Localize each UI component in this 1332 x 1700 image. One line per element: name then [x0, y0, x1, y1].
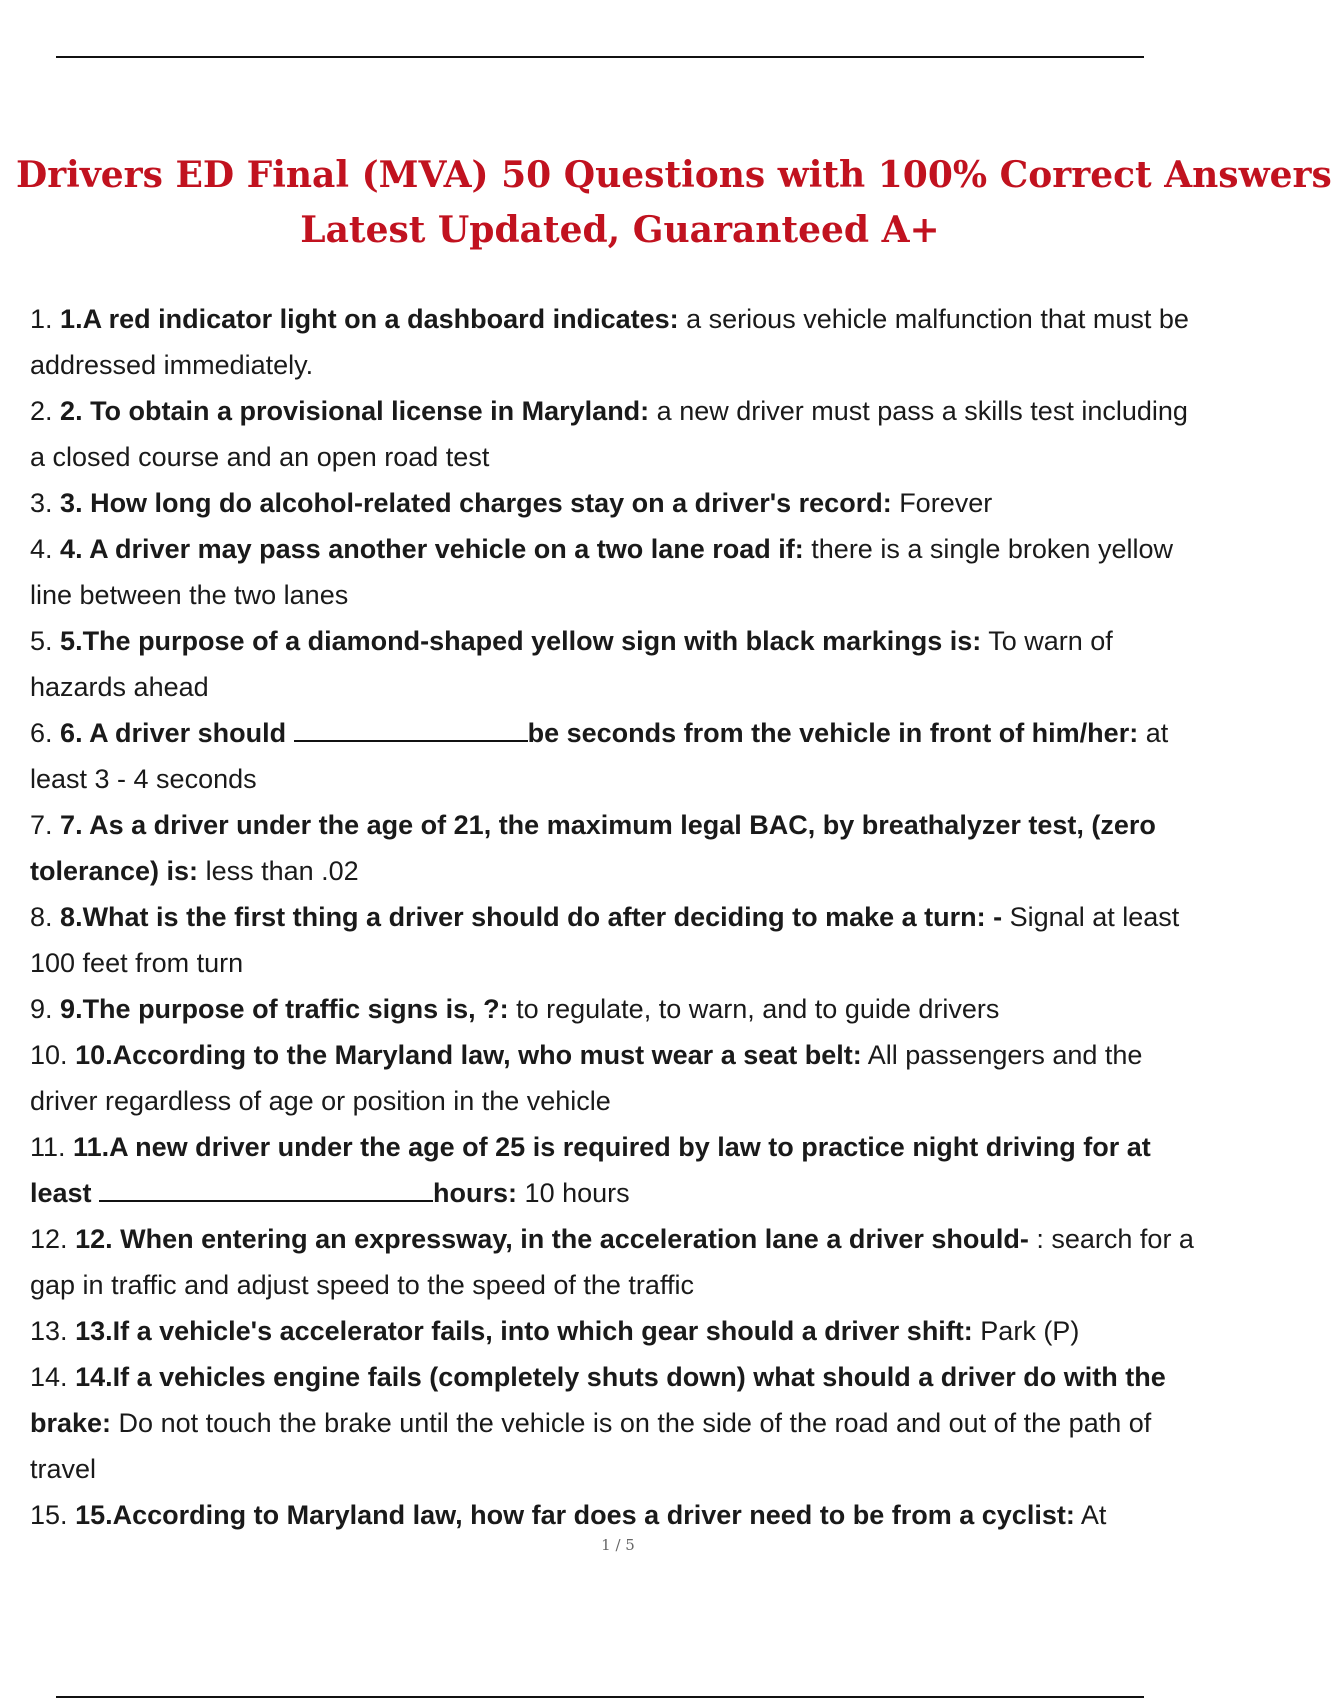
question-text: 9.The purpose of traffic signs is, ?: — [60, 994, 509, 1024]
question-text: 10.According to the Maryland law, who must wear a seat belt: — [75, 1040, 862, 1070]
item-number: 14. — [30, 1362, 68, 1392]
list-item — [30, 480, 1210, 526]
answer-text: : search for a gap in traffic and adjust speed to the speed of the traffic — [30, 1224, 1194, 1300]
item-number: 4. — [30, 534, 53, 564]
answer-text: Do not touch the brake until the vehicle is on the side of the road and out of the path of travel — [30, 1408, 1152, 1484]
item-number: 8. — [30, 902, 53, 932]
question-text-start: 11.A new driver under the age of 25 is required by law to practice night driving for at least — [30, 1132, 1151, 1208]
list-item — [30, 618, 1210, 710]
item-number: 11. — [30, 1132, 66, 1162]
answer-text: At — [1074, 1500, 1107, 1530]
list-item — [30, 1492, 1210, 1538]
list-item — [30, 802, 1210, 894]
answer-text: Signal at least 100 feet from turn — [30, 902, 1180, 978]
question-text-end: be seconds from the vehicle in front of him/her: — [527, 718, 1139, 748]
list-item — [30, 1216, 1210, 1308]
answer-text: 10 hours — [517, 1178, 630, 1208]
item-number: 10. — [30, 1040, 68, 1070]
question-text: 12. When entering an expressway, in the acceleration lane a driver should- — [75, 1224, 1029, 1254]
answer-text: there is a single broken yellow line between the two lanes — [30, 534, 1173, 610]
question-text: 5.The purpose of a diamond-shaped yellow sign with black markings is: — [60, 626, 982, 656]
question-text: 1.A red indicator light on a dashboard indicates: — [60, 304, 679, 334]
item-number: 7. — [30, 810, 53, 840]
answer-text: to regulate, to warn, and to guide drivers — [508, 994, 1000, 1024]
answer-text: All passengers and the driver regardless of age or position in the vehicle — [30, 1040, 1143, 1116]
list-item — [30, 1354, 1210, 1492]
list-item — [30, 296, 1210, 388]
answer-text: Park (P) — [972, 1316, 1080, 1346]
list-item — [30, 894, 1210, 986]
item-number: 13. — [30, 1316, 68, 1346]
list-item — [30, 710, 1210, 802]
question-text: 8.What is the first thing a driver should do after deciding to make a turn: - — [60, 902, 1003, 932]
answer-text: To warn of hazards ahead — [30, 626, 1113, 702]
answer-text: at least 3 - 4 seconds — [30, 718, 1169, 794]
question-text: 2. To obtain a provisional license in Maryland: — [60, 396, 650, 426]
question-text: 13.If a vehicle's accelerator fails, into which gear should a driver shift: — [75, 1316, 973, 1346]
item-number: 9. — [30, 994, 53, 1024]
question-text: 3. How long do alcohol-related charges stay on a driver's record: — [60, 488, 892, 518]
document-title — [0, 148, 1332, 258]
answer-text: less than .02 — [198, 856, 359, 886]
list-item — [30, 1124, 1210, 1216]
bottom-rule — [56, 1696, 1144, 1698]
page-number: 1 / 5 — [601, 1536, 635, 1554]
title-line-2: Latest Updated, Guaranteed A+ — [300, 209, 940, 252]
question-text: 15.According to Maryland law, how far does a driver need to be from a cyclist: — [75, 1500, 1075, 1530]
question-text: 4. A driver may pass another vehicle on a two lane road if: — [60, 534, 804, 564]
question-text: 7. As a driver under the age of 21, the maximum legal BAC, by breathalyzer test, (zero tolerance) is: — [30, 810, 1156, 886]
fill-in-blank — [294, 712, 528, 742]
fill-in-blank — [99, 1172, 433, 1202]
item-number: 15. — [30, 1500, 68, 1530]
list-item — [30, 986, 1210, 1032]
list-item — [30, 526, 1210, 618]
question-text: 14.If a vehicles engine fails (completely shuts down) what should a driver do with the brake: — [30, 1362, 1166, 1438]
title-line-1: Drivers ED Final (MVA) 50 Questions with 100% Correct Answers — [16, 154, 1332, 197]
top-rule — [56, 56, 1144, 58]
item-number: 6. — [30, 718, 53, 748]
answer-text: a new driver must pass a skills test including a closed course and an open road test — [30, 396, 1188, 472]
answer-text: a serious vehicle malfunction that must be addressed immediately. — [30, 304, 1189, 380]
item-number: 1. — [30, 304, 53, 334]
answer-text: Forever — [891, 488, 993, 518]
question-list — [30, 296, 1210, 1538]
question-text-end: hours: — [433, 1178, 518, 1208]
list-item — [30, 388, 1210, 480]
list-item — [30, 1308, 1210, 1354]
item-number: 2. — [30, 396, 53, 426]
list-item — [30, 1032, 1210, 1124]
item-number: 3. — [30, 488, 53, 518]
question-text-start: 6. A driver should — [60, 718, 294, 748]
item-number: 5. — [30, 626, 53, 656]
item-number: 12. — [30, 1224, 68, 1254]
